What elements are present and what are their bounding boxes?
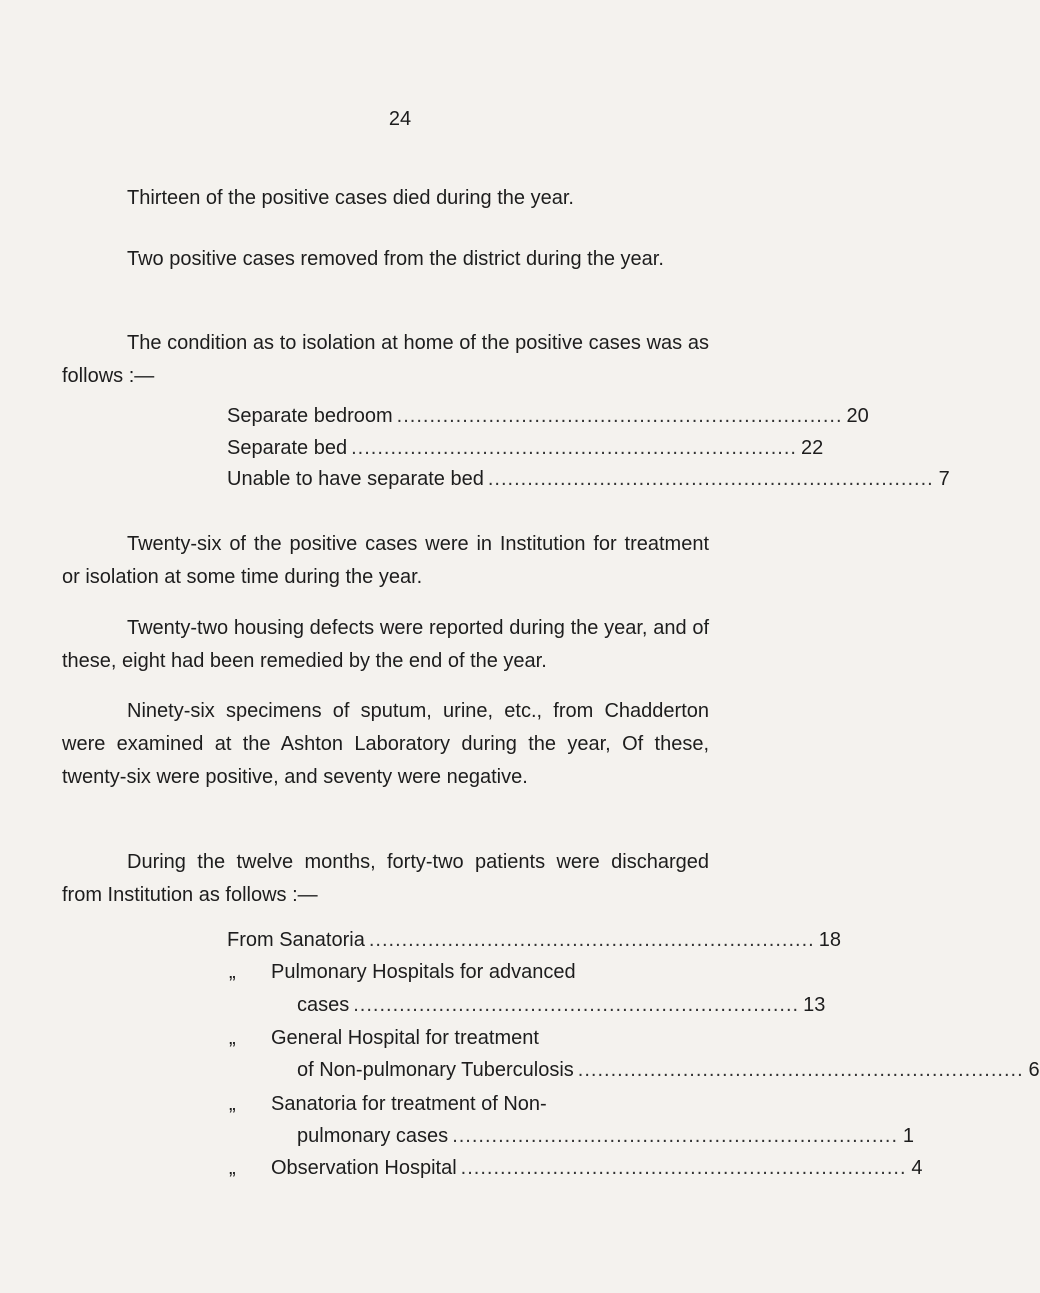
ditto-mark: „: [229, 1093, 236, 1115]
list-item-line: Sanatoria for treatment of Non-: [271, 1093, 547, 1115]
list-item-line: General Hospital for treatment: [271, 1027, 539, 1049]
list-item: pulmonary cases .................................................................... 1: [297, 1125, 915, 1147]
paragraph-specimens: Ninety-six specimens of sputum, urine, etc., from Chadderton were examined at the Ashton Laboratory during the year, Of these, twenty-six were positive, and seventy were negative.: [62, 700, 709, 788]
list-item: Unable to have separate bed .................................................................... 7: [227, 468, 950, 490]
list-item: of Non-pulmonary Tuberculosis .................................................................... 6: [297, 1059, 1040, 1081]
ditto-mark: „: [229, 1157, 236, 1179]
paragraph-deaths: Thirteen of the positive cases died during the year.: [127, 187, 574, 209]
list-item: Separate bedroom .................................................................... 20: [227, 405, 869, 427]
list-item: From Sanatoria .................................................................... 18: [227, 929, 841, 951]
list-item-line: Pulmonary Hospitals for advanced: [271, 961, 576, 983]
paragraph-housing: Twenty-two housing defects were reported during the year, and of these, eight had been remedied by the end of the year.: [62, 617, 709, 672]
list-item: Separate bed .................................................................... 22: [227, 437, 824, 459]
paragraph-removed: Two positive cases removed from the district during the year.: [127, 248, 664, 270]
list-item: cases .................................................................... 13: [297, 994, 826, 1016]
ditto-mark: „: [229, 961, 236, 983]
list-item: Observation Hospital .................................................................... 4: [271, 1157, 923, 1179]
paragraph-isolation-intro: The condition as to isolation at home of the positive cases was as follows :—: [62, 332, 709, 387]
paragraph-institution: Twenty-six of the positive cases were in Institution for treatment or isolation at some time during the year.: [62, 533, 709, 588]
ditto-mark: „: [229, 1027, 236, 1049]
paragraph-discharged-intro: During the twelve months, forty-two patients were discharged from Institution as follows :—: [62, 851, 709, 906]
page-number: 24: [388, 108, 412, 130]
